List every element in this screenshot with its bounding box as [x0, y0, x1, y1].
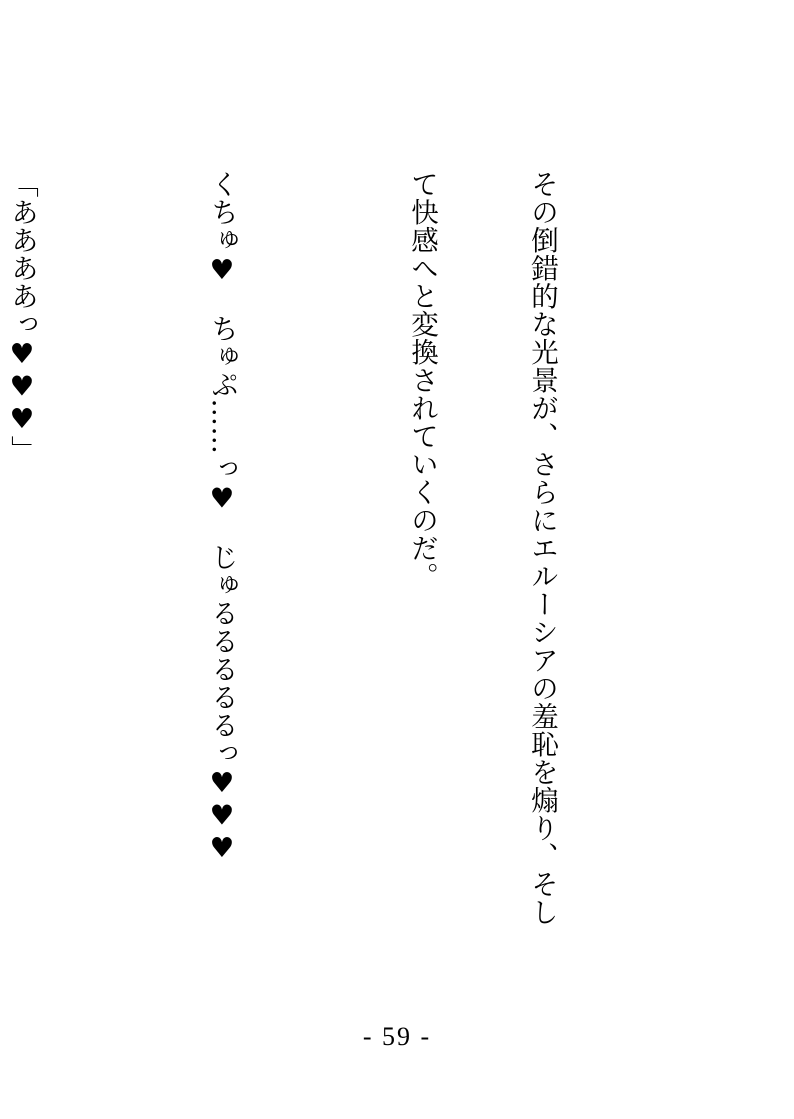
vertical-body-text — [0, 170, 642, 1000]
text-line: その倒錯的な光景が、さらにエルーシアの羞恥を煽り、そし — [526, 170, 558, 926]
text-line: くちゅ♥ ちゅぷ……っ♥ じゅるるるるるっ♥♥♥ — [206, 170, 238, 865]
text-line: て快感へと変換されていくのだ。 — [406, 170, 438, 590]
text-line: 「ああああっ♥♥♥」 — [6, 170, 38, 464]
page-number: - 59 - — [362, 1022, 432, 1051]
